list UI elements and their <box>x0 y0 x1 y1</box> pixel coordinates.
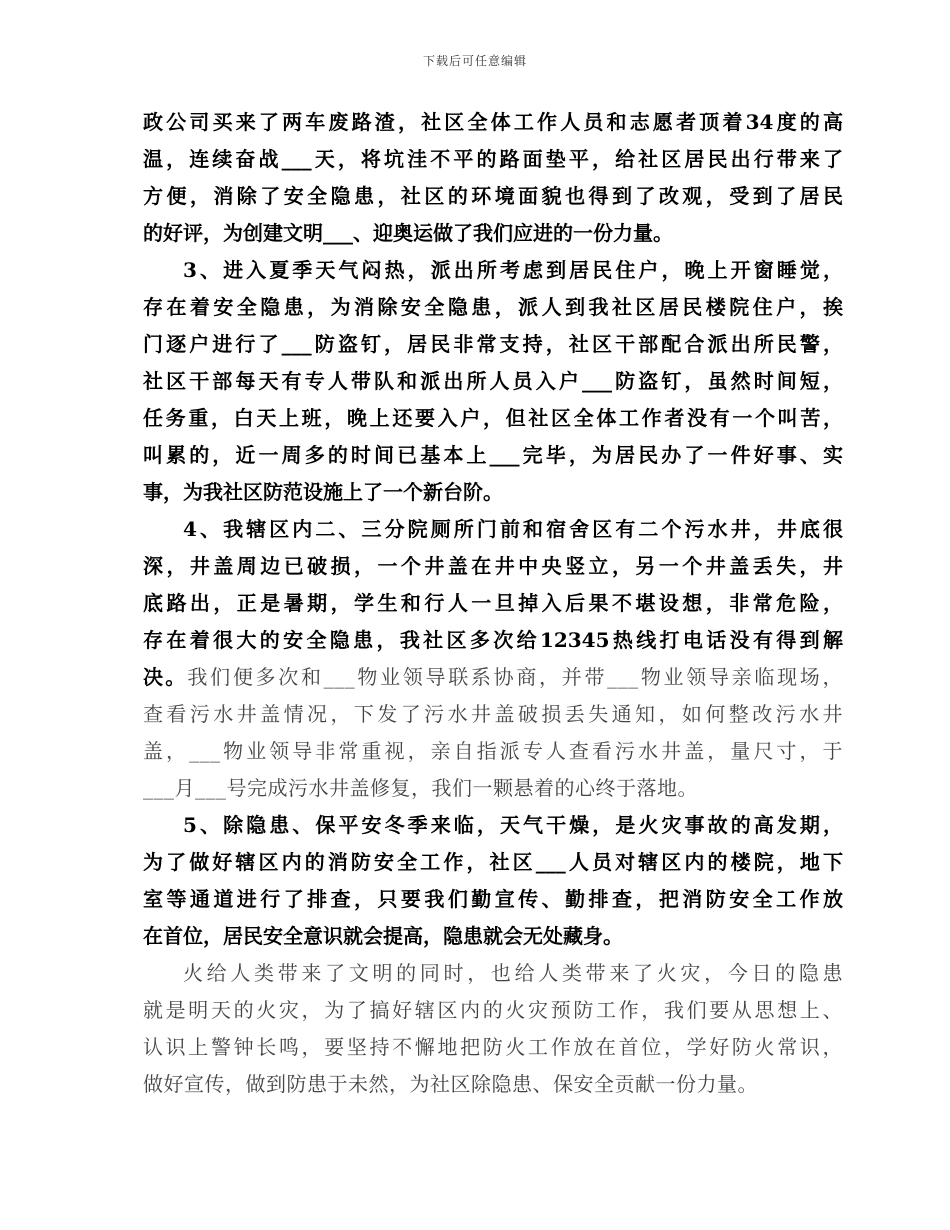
text-line: 就是明天的火灾，为了搞好辖区内的火灾预防工作，我们要从思想上、 <box>143 998 843 1022</box>
text-line: 的好评，为创建文明___、迎奥运做了我们应进的一份力量。 <box>143 221 673 245</box>
text-line: 在首位，居民安全意识就会提高，隐患就会无处藏身。 <box>143 924 623 948</box>
document-body <box>143 104 843 1103</box>
text-fragment-light: 我们便多次和___物业领导联系协商，并带___物业领导亲临现场， <box>187 665 844 689</box>
text-line: 认识上警钟长鸣，要坚持不懈地把防火工作放在首位，学好防火常识， <box>143 1035 843 1059</box>
text-line: 政公司买来了两车废路渣，社区全体工作人员和志愿者顶着34度的高 <box>143 110 843 134</box>
paragraph-item-4 <box>143 511 843 807</box>
paragraph-item-5 <box>143 807 843 955</box>
text-line: ___月___号完成污水井盖修复，我们一颗悬着的心终于落地。 <box>143 776 698 800</box>
text-line: 底路出，正是暑期，学生和行人一旦掉入后果不堪设想，非常危险， <box>143 591 843 615</box>
text-line: 3、进入夏季天气闷热，派出所考虑到居民住户，晚上开窗睡觉， <box>183 258 843 282</box>
text-line: 5、除隐患、保平安冬季来临，天气干燥，是火灾事故的高发期， <box>183 813 843 837</box>
paragraph-closing <box>143 955 843 1103</box>
text-line: 叫累的，近一周多的时间已基本上___完毕，为居民办了一件好事、实 <box>143 443 843 467</box>
text-fragment-bold: 决。 <box>143 665 188 689</box>
page-header: 下载后可任意编辑 <box>422 54 527 68</box>
text-line: 室等通道进行了排查，只要我们勤宣传、勤排查，把消防安全工作放 <box>143 887 843 911</box>
text-line: 任务重，白天上班，晚上还要入户，但社区全体工作者没有一个叫苦， <box>143 406 843 430</box>
text-line: 门逐户进行了___防盗钉，居民非常支持，社区干部配合派出所民警， <box>143 332 843 356</box>
text-line: 查看污水井盖情况，下发了污水井盖破损丢失通知，如何整改污水井 <box>143 702 843 726</box>
text-line: 4、我辖区内二、三分院厕所门前和宿舍区有二个污水井，井底很 <box>183 517 843 541</box>
paragraph-item-3 <box>143 252 843 511</box>
text-line: 做好宣传，做到防患于未然，为社区除隐患、保安全贡献一份力量。 <box>143 1072 758 1096</box>
text-line: 存在着很大的安全隐患，我社区多次给12345热线打电话没有得到解 <box>143 628 843 652</box>
text-line: 温，连续奋战___天，将坑洼不平的路面垫平，给社区居民出行带来了 <box>143 147 843 171</box>
text-line: 为了做好辖区内的消防安全工作，社区___人员对辖区内的楼院，地下 <box>143 850 843 874</box>
text-line-mixed <box>143 659 843 696</box>
text-line: 方便，消除了安全隐患，社区的环境面貌也得到了改观，受到了居民 <box>143 184 843 208</box>
text-line: 社区干部每天有专人带队和派出所人员入户___防盗钉，虽然时间短， <box>143 369 843 393</box>
text-line: 存在着安全隐患，为消除安全隐患，派人到我社区居民楼院住户，挨 <box>143 295 843 319</box>
paragraph-continuation <box>143 104 843 252</box>
text-line: 事，为我社区防范设施上了一个新台阶。 <box>143 480 503 504</box>
text-line: 火给人类带来了文明的同时，也给人类带来了火灾，今日的隐患 <box>183 961 843 985</box>
text-line: 深，井盖周边已破损，一个井盖在井中央竖立，另一个井盖丢失，井 <box>143 554 843 578</box>
text-line: 盖，___物业领导非常重视，亲自指派专人查看污水井盖，量尺寸，于 <box>143 739 843 763</box>
